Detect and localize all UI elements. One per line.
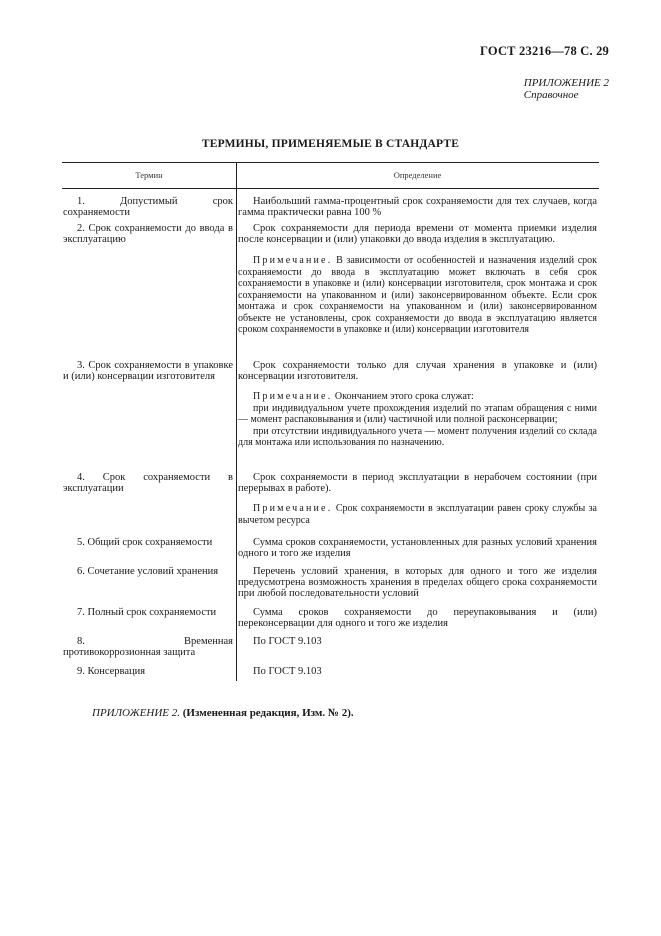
term-text: 4. Срок сохраняемости в эксплуатации [63,472,233,495]
note-block [238,255,597,336]
term-cell [63,666,233,677]
definition-text: Сумма сроков сохраняемости, установленных для разных условий хранения одного и того же изделия [238,537,597,560]
definition-text: Срок сохраняемости только для случая хранения в упаковке и (или) консервации изготовителя. [238,360,597,383]
definition-cell [238,537,597,559]
definition-text: По ГОСТ 9.103 [253,636,322,647]
note-text: при индивидуальном учете прохождения изделий по этапам обращения с ними — момент распаковывания и (или) частичной или полной расконсервации; [238,402,597,425]
term-cell [63,537,233,548]
definition-text: Перечень условий хранения, в которых для одного и того же изделия предусмотрена возможность хранения в пределах общего срока сохраняемости при любой последовательности условий [238,566,597,600]
term-text: 9. Консервация [77,666,146,677]
term-cell [63,196,233,218]
term-text: 2. Срок сохраняемости до ввода в эксплуатацию [63,223,233,246]
term-cell [63,566,233,577]
definition-cell [238,636,597,647]
term-cell [63,607,233,618]
definition-cell [238,472,597,494]
term-cell [63,360,233,382]
term-text: 6. Сочетание условий хранения [77,566,219,577]
footer-label: ПРИЛОЖЕНИЕ 2. [92,707,180,719]
footer-text: (Измененная редакция, Изм. № 2). [182,707,354,719]
column-header-term: Термин [135,170,163,180]
appendix-header [524,77,609,101]
term-text: 5. Общий срок сохраняемости [77,537,213,548]
footer-note [92,707,354,719]
appendix-label: ПРИЛОЖЕНИЕ 2 [523,77,609,89]
column-header-definition: Определение [393,170,442,180]
term-cell [63,223,233,245]
note-text: при отсутствии индивидуального учета — момент получения изделий со склада для монтажа или использования по назначению. [238,425,597,448]
term-text: 3. Срок сохраняемости в упаковке и (или) консервации изготовителя [63,360,233,383]
appendix-type: Справочное [523,89,579,101]
definition-text: Срок сохраняемости в период эксплуатации в нерабочем состоянии (при перерывах в работе). [238,472,597,495]
definition-text: Сумма сроков сохраняемости до переупаковывания и (или) переконсервации для одного и того же изделия [238,607,597,630]
term-text: 7. Полный срок сохраняемости [77,607,217,618]
table-header-rule [62,188,599,189]
term-cell [63,472,233,494]
term-text: 8. Временная противокоррозионная защита [63,636,233,659]
note-block [238,503,597,526]
note-text: Срок сохраняемости в эксплуатации равен сроку службы за вычетом ресурса [238,503,597,526]
definition-text: Наибольший гамма-процентный срок сохраняемости для тех случаев, когда гамма практически равна 100 % [238,196,597,219]
definition-cell [238,196,597,218]
document-number: ГОСТ 23216—78 С. 29 [480,44,609,58]
definition-cell [238,566,597,600]
note-lead: Примечание. [253,391,333,402]
definition-text: Срок сохраняемости для периода времени от момента приемки изделия после консервации и (или) упаковки до ввода изделия в эксплуатацию. [238,223,597,246]
note-text: В зависимости от особенностей и назначения изделий срок сохраняемости до ввода в эксплуатацию может включать в себя срок сохраняемости в упаковке и (или) консервации изготовителя, срок монтажа и срок сохраняемости на упакованном и (или) законсервированном объекте. Если срок монтажа и срок сохраняемости на упакованном и (или) законсервированном объекте не установлены, срок сохраняемости до ввода в эксплуатацию является сроком сохраняемости в упаковке и (или) консервации изготовителя [238,255,598,335]
term-cell [63,636,233,658]
definition-cell [238,360,597,382]
note-lead: Примечание. [253,503,333,514]
term-text: 1. Допустимый срок сохраняемости [63,196,233,219]
definition-cell [238,223,597,245]
page-title: ТЕРМИНЫ, ПРИМЕНЯЕМЫЕ В СТАНДАРТЕ [201,138,460,150]
definition-cell [238,607,597,629]
note-text: Окончанием этого срока служат: [334,391,474,402]
note-lead: Примечание. [253,255,333,266]
definition-cell [238,666,597,677]
definition-text: По ГОСТ 9.103 [253,666,322,677]
note-block [238,391,597,449]
table-column-divider [236,162,237,681]
table-top-rule [62,162,599,163]
